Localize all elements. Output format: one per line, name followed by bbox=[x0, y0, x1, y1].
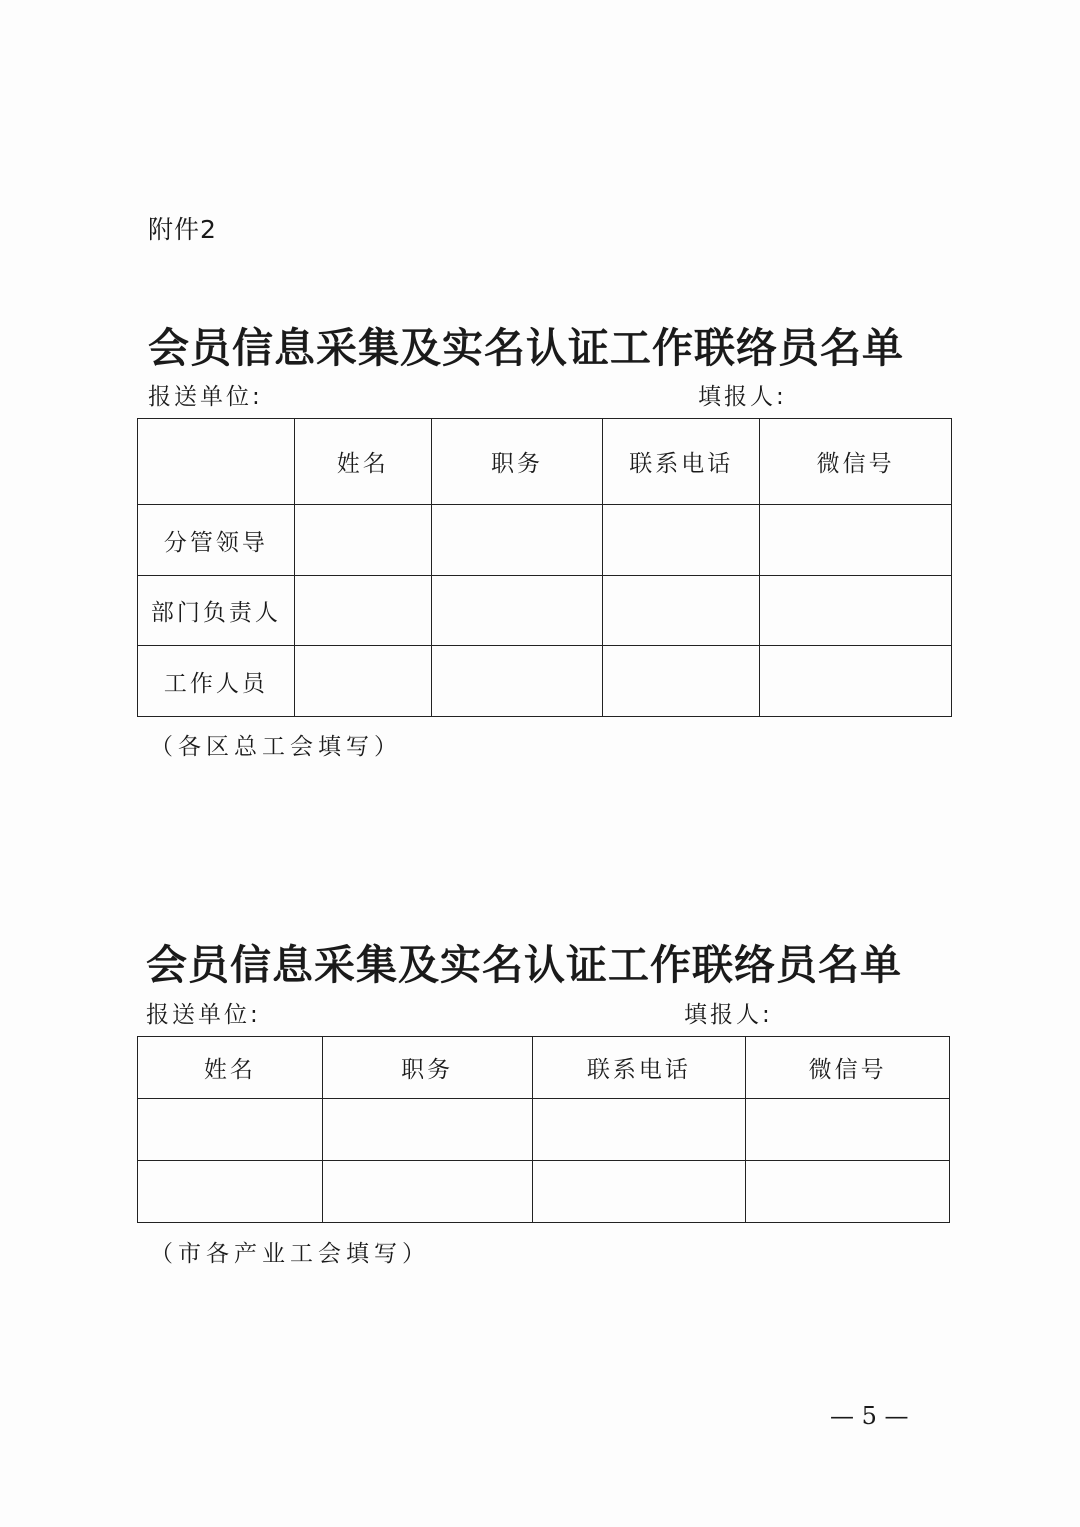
table-row bbox=[138, 505, 952, 576]
form2-submit-unit-label: 报送单位: bbox=[146, 1002, 261, 1028]
form2-header-position: 职务 bbox=[322, 1037, 532, 1099]
form1-filler-label: 填报人: bbox=[698, 384, 787, 410]
form2-header-name: 姓名 bbox=[138, 1037, 323, 1099]
form1-header-wechat: 微信号 bbox=[760, 419, 952, 505]
form2-cell-name[interactable] bbox=[138, 1099, 323, 1161]
form2-filler-label: 填报人: bbox=[684, 1002, 773, 1028]
form1-header-blank bbox=[138, 419, 295, 505]
row-label-dept-head: 部门负责人 bbox=[138, 576, 295, 646]
cell-staff-name[interactable] bbox=[294, 646, 431, 717]
form2-table bbox=[137, 1036, 950, 1223]
form1-submit-unit-label: 报送单位: bbox=[148, 384, 263, 410]
row-label-staff: 工作人员 bbox=[138, 646, 295, 717]
cell-dept-head-position[interactable] bbox=[431, 576, 603, 646]
table-row bbox=[138, 1099, 950, 1161]
form1-title: 会员信息采集及实名认证工作联络员名单 bbox=[148, 324, 904, 372]
form2-header-wechat: 微信号 bbox=[746, 1037, 950, 1099]
form1-header-position: 职务 bbox=[431, 419, 603, 505]
cell-dept-head-name[interactable] bbox=[294, 576, 431, 646]
form1-header-name: 姓名 bbox=[294, 419, 431, 505]
form2-cell-position[interactable] bbox=[322, 1161, 532, 1223]
cell-leader-position[interactable] bbox=[431, 505, 603, 576]
form1-table bbox=[137, 418, 952, 717]
form2-cell-name[interactable] bbox=[138, 1161, 323, 1223]
form2-cell-phone[interactable] bbox=[532, 1099, 746, 1161]
page-number: — 5 — bbox=[830, 1402, 909, 1430]
cell-leader-name[interactable] bbox=[294, 505, 431, 576]
row-label-leader: 分管领导 bbox=[138, 505, 295, 576]
cell-leader-wechat[interactable] bbox=[760, 505, 952, 576]
table-row bbox=[138, 576, 952, 646]
form2-title: 会员信息采集及实名认证工作联络员名单 bbox=[146, 941, 902, 989]
cell-dept-head-wechat[interactable] bbox=[760, 576, 952, 646]
cell-staff-phone[interactable] bbox=[603, 646, 760, 717]
table-row bbox=[138, 1161, 950, 1223]
cell-staff-wechat[interactable] bbox=[760, 646, 952, 717]
form2-cell-wechat[interactable] bbox=[746, 1161, 950, 1223]
cell-leader-phone[interactable] bbox=[603, 505, 760, 576]
table-row bbox=[138, 646, 952, 717]
form2-header-row bbox=[138, 1037, 950, 1099]
cell-staff-position[interactable] bbox=[431, 646, 603, 717]
cell-dept-head-phone[interactable] bbox=[603, 576, 760, 646]
form2-header-phone: 联系电话 bbox=[532, 1037, 746, 1099]
form2-cell-phone[interactable] bbox=[532, 1161, 746, 1223]
form1-header-row bbox=[138, 419, 952, 505]
attachment-label: 附件2 bbox=[148, 215, 217, 244]
form2-cell-position[interactable] bbox=[322, 1099, 532, 1161]
form1-note: （各区总工会填写） bbox=[150, 734, 402, 760]
form2-cell-wechat[interactable] bbox=[746, 1099, 950, 1161]
form2-note: （市各产业工会填写） bbox=[150, 1241, 430, 1267]
form1-header-phone: 联系电话 bbox=[603, 419, 760, 505]
